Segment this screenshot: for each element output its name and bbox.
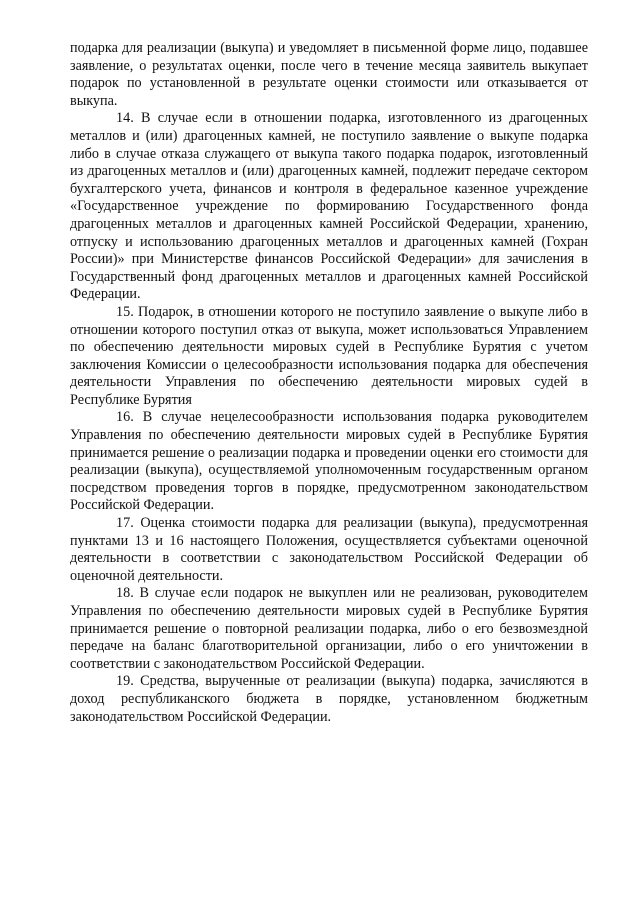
paragraph-13-continuation: подарка для реализации (выкупа) и уведомляет в письменной форме лицо, подавшее заявление, о результатах оценки, после чего в течение месяца заявитель выкупает подарок по установленной в результате оценки стоимости или отказывается от выкупа. (70, 40, 588, 109)
paragraph-14: 14. В случае если в отношении подарка, изготовленного из драгоценных металлов и (или) драгоценных камней, не поступило заявление о выкупе подарка либо в случае отказа служащего от выкупа такого подарка подарок, изготовленный из драгоценных металлов и (или) драгоценных камней, подлежит передаче сектором бухгалтерского учета, финансов и контроля в федеральное казенное учреждение «Государственное учреждение по формированию Государственного фонда драгоценных металлов и драгоценных камней Российской Федерации, хранению, отпуску и использованию драгоценных металлов и драгоценных камней (Гохран России)» при Министерстве финансов Российской Федерации» для зачисления в Государственный фонд драгоценных металлов и драгоценных камней Российской Федерации. (70, 110, 588, 303)
paragraph-16: 16. В случае нецелесообразности использования подарка руководителем Управления по обеспечению деятельности мировых судей в Республике Бурятия принимается решение о реализации подарка и проведении оценки его стоимости для реализации (выкупа), осуществляемой уполномоченным государственным органом посредством проведения торгов в порядке, предусмотренном законодательством Российской Федерации. (70, 409, 588, 514)
paragraph-17: 17. Оценка стоимости подарка для реализации (выкупа), предусмотренная пунктами 13 и 16 настоящего Положения, осуществляется субъектами оценочной деятельности в соответствии с законодательством Российской Федерации об оценочной деятельности. (70, 515, 588, 584)
document-page (70, 40, 588, 726)
paragraph-18: 18. В случае если подарок не выкуплен или не реализован, руководителем Управления по обеспечению деятельности мировых судей в Республике Бурятия принимается решение о повторной реализации подарка, либо о его безвозмездной передаче на баланс благотворительной организации, либо о его уничтожении в соответствии с законодательством Российской Федерации. (70, 585, 588, 672)
paragraph-15: 15. Подарок, в отношении которого не поступило заявление о выкупе либо в отношении которого поступил отказ от выкупа, может использоваться Управлением по обеспечению деятельности мировых судей в Республике Бурятия с учетом заключения Комиссии о целесообразности использования подарка для обеспечения деятельности Управления по обеспечению деятельности мировых судей в Республике Бурятия (70, 303, 588, 408)
paragraph-19: 19. Средства, вырученные от реализации (выкупа) подарка, зачисляются в доход республиканского бюджета в порядке, установленном бюджетным законодательством Российской Федерации. (70, 673, 588, 725)
